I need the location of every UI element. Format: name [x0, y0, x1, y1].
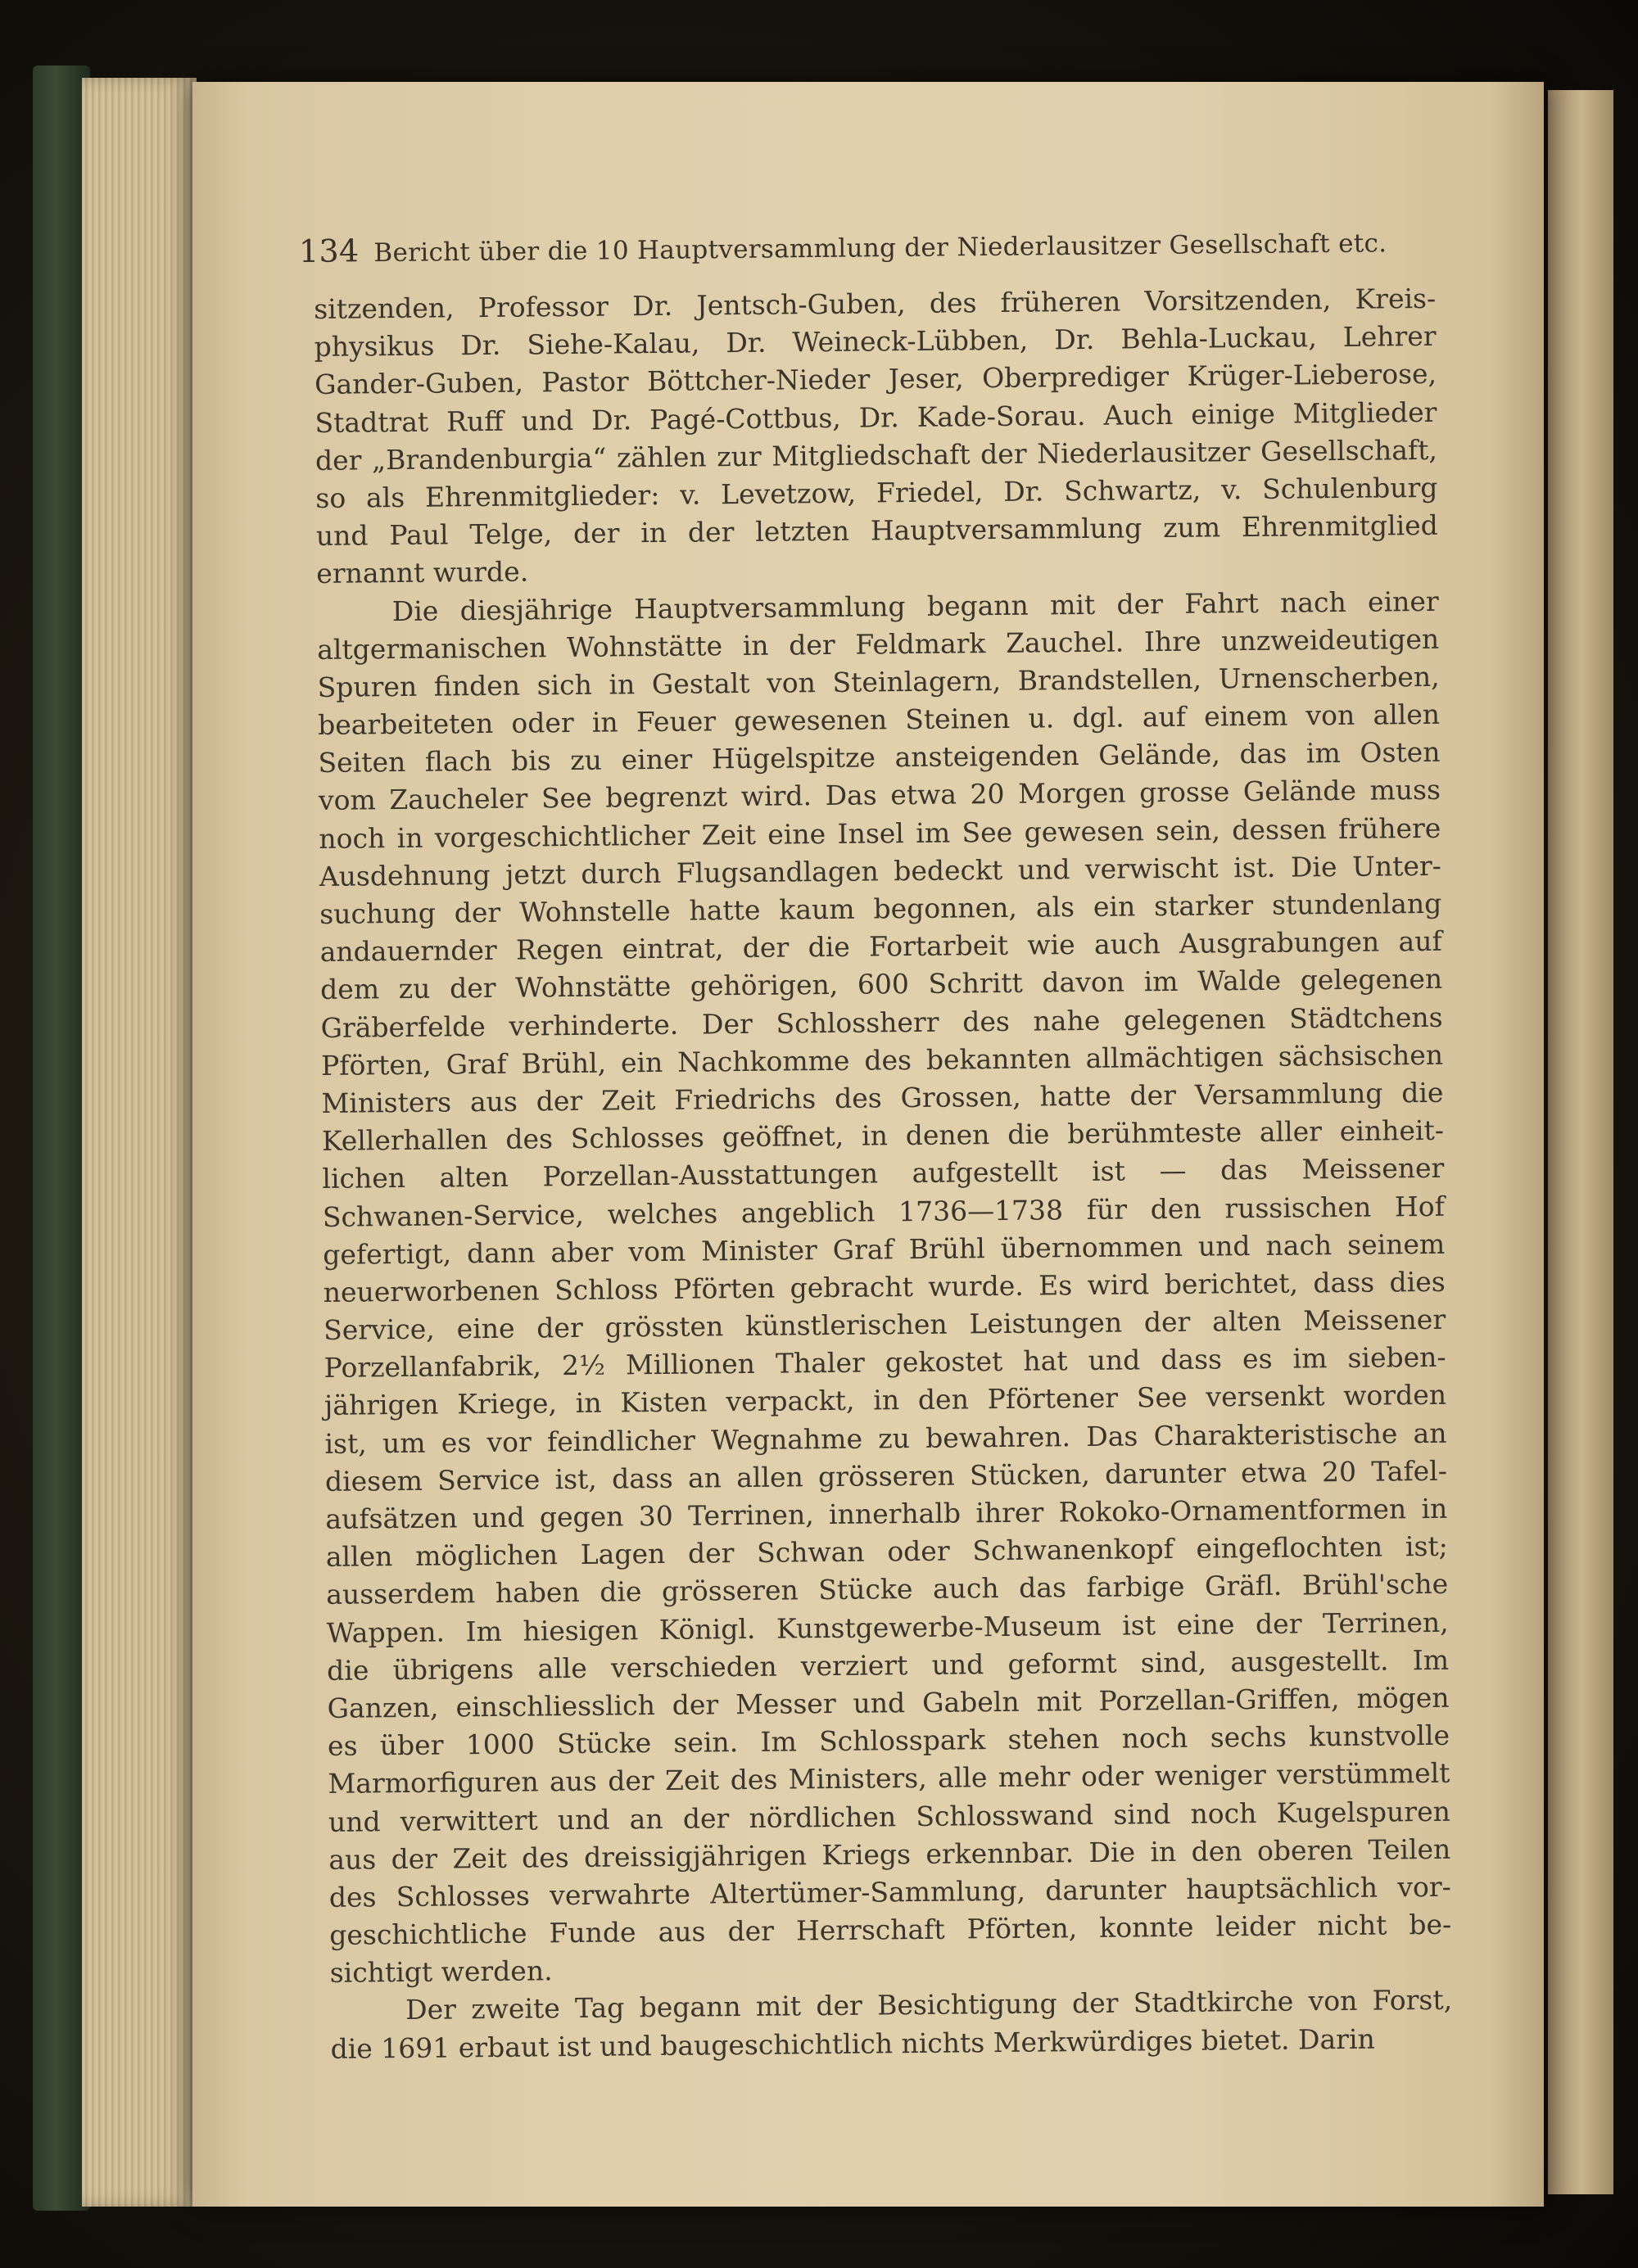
text-line: Ganzen, einschliesslich der Messer und Gabeln mit Porzellan-Griffen, mögen — [327, 1681, 1450, 1724]
text-line: Porzellanfabrik, 2½ Millionen Thaler gekostet hat und dass es im sieben- — [324, 1341, 1446, 1385]
text-line: dem zu der Wohnstätte gehörigen, 600 Schritt davon im Walde gelegenen — [320, 963, 1443, 1006]
text-line: ist, um es vor feindlicher Wegnahme zu bewahren. Das Charakteristische an — [324, 1416, 1447, 1460]
page-number: 134 — [298, 233, 360, 269]
text-line: und Paul Telge, der in der letzten Hauptversammlung zum Ehrenmitglied — [315, 508, 1439, 553]
text-line: Schwanen-Service, welches angeblich 1736—1738 für den russischen Hof — [322, 1190, 1445, 1233]
text-line: Wappen. Im hiesigen Königl. Kunstgewerbe-Museum ist eine der Terrinen, — [326, 1606, 1449, 1649]
text-line: lichen alten Porzellan-Ausstattungen aufgestellt ist — das Meissener — [322, 1152, 1445, 1195]
text-line: die übrigens alle verschieden verziert und geformt sind, ausgestellt. Im — [326, 1643, 1450, 1687]
facing-page-edge — [1548, 90, 1613, 2194]
text-line: diesem Service ist, dass an allen grösseren Stücken, darunter etwa 20 Tafel- — [324, 1454, 1448, 1498]
text-line: es über 1000 Stücke sein. Im Schlosspark stehen noch sechs kunstvolle — [327, 1719, 1450, 1763]
running-head — [299, 223, 1413, 269]
text-line: Gräberfelde verhinderte. Der Schlossherr des nahe gelegenen Städtchens — [320, 1001, 1443, 1044]
body-text — [314, 280, 1453, 2068]
paragraph — [330, 1981, 1453, 2068]
text-line: des Schlosses verwahrte Altertümer-Sammlung, darunter hauptsächlich vor- — [328, 1870, 1451, 1913]
text-line: vom Zaucheler See begrenzt wird. Das etwa 20 Morgen grosse Gelände muss — [318, 774, 1441, 817]
text-line: allen möglichen Lagen der Schwan oder Schwanenkopf eingeflochten ist; — [325, 1529, 1448, 1574]
text-line: Seiten flach bis zu einer Hügelspitze ansteigenden Gelände, das im Osten — [318, 736, 1441, 779]
text-line: andauernder Regen eintrat, der die Fortarbeit wie auch Ausgrabungen auf — [319, 925, 1442, 969]
text-line: aus der Zeit des dreissigjährigen Kriegs erkennbar. Die in den oberen Teilen — [328, 1832, 1451, 1876]
text-line: und verwittert und an der nördlichen Schlosswand sind noch Kugelspuren — [328, 1795, 1451, 1838]
text-line: Marmorfiguren aus der Zeit des Ministers, alle mehr oder weniger verstümmelt — [328, 1757, 1450, 1800]
text-line: Ausdehnung jetzt durch Flugsandlagen bedeckt und verwischt ist. Die Unter- — [319, 849, 1441, 892]
text-line: Die diesjährige Hauptversammlung begann mit der Fahrt nach einer — [391, 585, 1439, 627]
text-line: gefertigt, dann aber vom Minister Graf Brühl übernommen und nach seinem — [323, 1227, 1446, 1271]
text-line: ernannt wurde. — [316, 555, 529, 590]
text-line: altgermanischen Wohnstätte in der Feldmark Zauchel. Ihre unzweideutigen — [317, 622, 1440, 666]
text-line: sichtigt werden. — [329, 1954, 553, 1990]
text-line: ausserdem haben die grösseren Stücke auch das farbige Gräfl. Brühl'sche — [326, 1568, 1449, 1611]
book-page — [192, 82, 1544, 2207]
text-line: noch in vorgeschichtlicher Zeit eine Insel im See gewesen sein, dessen frühere — [319, 811, 1441, 855]
text-line: Kellerhallen des Schlosses geöffnet, in denen die berühmteste aller einheit- — [321, 1114, 1445, 1158]
text-line: Stadtrat Ruff und Dr. Pagé-Cottbus, Dr. Kade-Sorau. Auch einige Mitglieder — [314, 395, 1437, 439]
text-line: Der zweite Tag begann mit der Besichtigung der Stadtkirche von Forst, — [405, 1984, 1453, 2026]
text-line: physikus Dr. Siehe-Kalau, Dr. Weineck-Lübben, Dr. Behla-Luckau, Lehrer — [314, 320, 1437, 364]
text-line: jährigen Kriege, in Kisten verpackt, in den Pförtener See versenkt worden — [324, 1379, 1447, 1422]
text-line: Spuren finden sich in Gestalt von Steinlagern, Brandstellen, Urnenscherben, — [317, 660, 1440, 703]
text-line: aufsätzen und gegen 30 Terrinen, innerhalb ihrer Rokoko-Ornamentformen in — [325, 1492, 1448, 1535]
text-line: neuerworbenen Schloss Pförten gebracht wurde. Es wird berichtet, dass dies — [323, 1265, 1446, 1308]
text-line: Service, eine der grössten künstlerischen Leistungen der alten Meissener — [323, 1303, 1446, 1347]
paragraph — [317, 582, 1452, 1992]
paragraph — [314, 280, 1438, 594]
text-line: die 1691 erbaut ist und baugeschichtlich nichts Merkwürdiges bietet. Darin — [330, 2022, 1375, 2065]
text-line: bearbeiteten oder in Feuer gewesenen Steinen u. dgl. auf einem von allen — [317, 698, 1441, 742]
text-line: suchung der Wohnstelle hatte kaum begonnen, als ein starker stundenlang — [319, 887, 1442, 930]
text-line: Gander-Guben, Pastor Böttcher-Nieder Jeser, Oberprediger Krüger-Lieberose, — [314, 358, 1437, 401]
text-line: sitzenden, Professor Dr. Jentsch-Guben, des früheren Vorsitzenden, Kreis- — [314, 282, 1437, 325]
page-edges — [82, 78, 197, 2207]
text-line: Ministers aus der Zeit Friedrichs des Grossen, hatte der Versammlung die — [321, 1076, 1444, 1119]
text-line: so als Ehrenmitglieder: v. Levetzow, Friedel, Dr. Schwartz, v. Schulenburg — [315, 471, 1438, 514]
text-line: der „Brandenburgia“ zählen zur Mitgliedschaft der Niederlausitzer Gesellschaft, — [314, 433, 1438, 477]
running-head-title: Bericht über die 10 Hauptversammlung der Niederlausitzer Gesellschaft etc. — [373, 228, 1387, 269]
text-line: Pförten, Graf Brühl, ein Nachkomme des bekannten allmächtigen sächsischen — [320, 1038, 1444, 1082]
text-line: geschichtliche Funde aus der Herrschaft Pförten, konnte leider nicht be- — [329, 1908, 1452, 1951]
